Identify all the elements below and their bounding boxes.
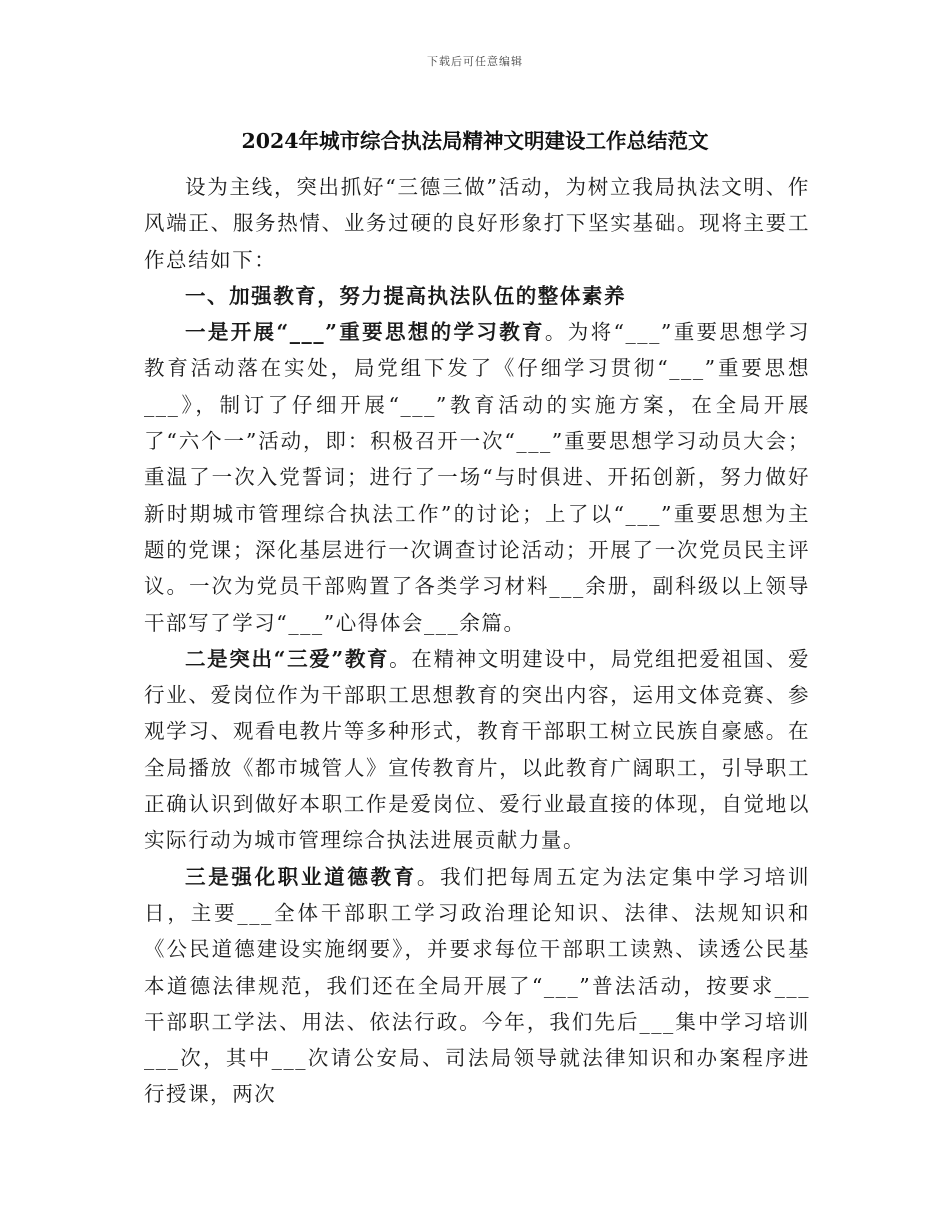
paragraph-lead: 二是突出“三爱”教育 bbox=[185, 646, 390, 671]
document-body bbox=[144, 169, 810, 1113]
body-paragraph bbox=[144, 641, 810, 859]
intro-paragraph bbox=[144, 169, 810, 278]
page-header: 下载后可任意编辑 bbox=[427, 55, 523, 68]
paragraph-text: 。在精神文明建设中，局党组把爱祖国、爱行业、爱岗位作为干部职工思想教育的突出内容，运用文体竞赛、参观学习、观看电教片等多种形式，教育干部职工树立民族自豪感。在全局播放《都市城管人》宣传教育片，以此教育广阔职工，引导职工正确认识到做好本职工作是爱岗位、爱行业最直接的体现，自觉地以实际行动为城市管理综合执法进展贡献力量。 bbox=[144, 646, 810, 853]
paragraph-text: 设为主线，突出抓好“三德三做”活动，为树立我局执法文明、作风端正、服务热情、业务过硬的良好形象打下坚实基础。现将主要工作总结如下： bbox=[144, 175, 810, 272]
body-paragraph bbox=[144, 859, 810, 1113]
paragraph-text: 。我们把每周五定为法定集中学习培训日，主要___全体干部职工学习政治理论知识、法律、法规知识和《公民道德建设实施纲要》，并要求每位干部职工读熟、读透公民基本道德法律规范，我们还在全局开展了“___”普法活动，按要求___干部职工学法、用法、依法行政。今年，我们先后___集中学习培训___次，其中___次请公安局、司法局领导就法律知识和办案程序进行授课，两次 bbox=[144, 864, 810, 1107]
paragraph-text: 。为将“___”重要思想学习教育活动落在实处，局党组下发了《仔细学习贯彻“___”重要思想___》，制订了仔细开展“___”教育活动的实施方案，在全局开展了“六个一”活动，即：积极召开一次“___”重要思想学习动员大会；重温了一次入党誓词；进行了一场“与时俱进、开拓创新，努力做好新时期城市管理综合执法工作”的讨论；上了以“___”重要思想为主题的党课；深化基层进行一次调查讨论活动；开展了一次党员民主评议。一次为党员干部购置了各类学习材料___余册，副科级以上领导干部写了学习“___”心得体会___余篇。 bbox=[144, 320, 810, 635]
section-heading: 一、加强教育，努力提高执法队伍的整体素养 bbox=[185, 283, 626, 308]
body-paragraph bbox=[144, 314, 810, 641]
paragraph-lead: 三是强化职业道德教育 bbox=[185, 864, 417, 889]
document-title: 2024年城市综合执法局精神文明建设工作总结范文 bbox=[241, 129, 709, 153]
paragraph-lead: 一是开展“___”重要思想的学习教育 bbox=[185, 320, 545, 345]
